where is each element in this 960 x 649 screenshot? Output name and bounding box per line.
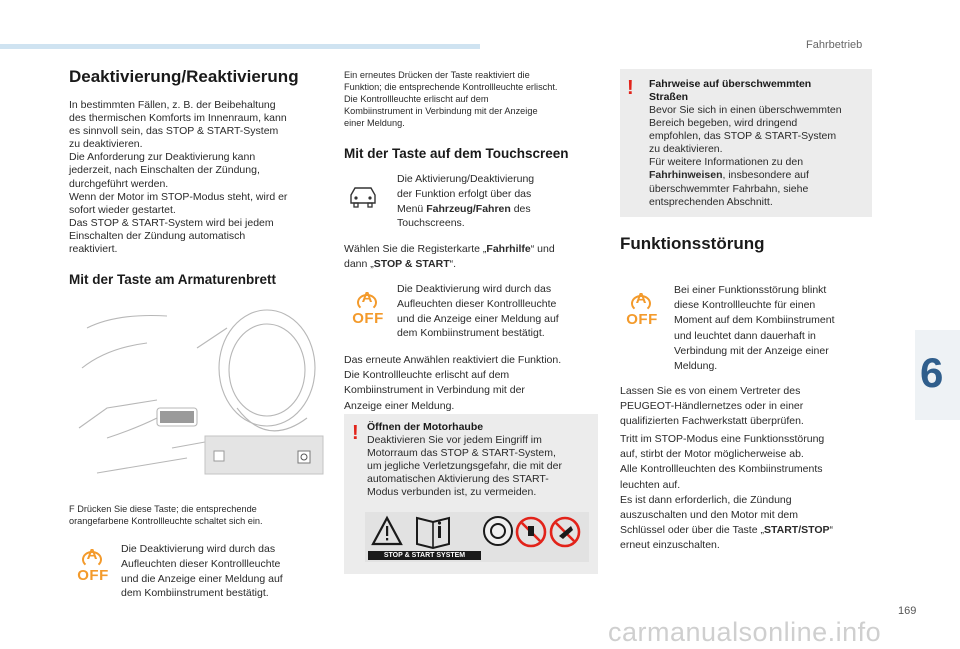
malfunction-text: Bei einer Funktionsstörung blinkt diese Kontrollleuchte für einen Moment auf dem Kombiinstrument und leuchtet dann dauerhaft in Verbindung mit der Anzeige einer Meldung.: [674, 284, 835, 373]
aoff-warning-icon: A OFF: [77, 546, 109, 584]
deactivation-confirm-text-2: Die Deaktivierung wird durch das Aufleuchten dieser Kontrollleuchte und die Anzeige einer Meldung auf dem Kombiinstrument bestätigt.: [397, 283, 559, 340]
page-number: 169: [898, 605, 917, 617]
tab-driving-aids: Fahrhilfe: [486, 243, 531, 255]
chapter-number: 6: [920, 349, 944, 396]
subtitle-touchscreen: Mit der Taste auf dem Touchscreen: [344, 146, 569, 161]
menu-driving: Fahren: [475, 202, 511, 215]
dealer-check-text: Lassen Sie es von einem Vertreter des PEUGEOT-Händlernetzes oder in einer qualifizierten Fachwerkstatt überprüfen.: [620, 385, 804, 427]
aoff-warning-icon: A OFF: [352, 289, 384, 327]
section-label: Fahrbetrieb: [806, 39, 863, 51]
reactivation-text: Ein erneutes Drücken der Taste reaktiviert die Funktion; die entsprechende Kontrollleuchte erlischt. Die Kontrollleuchte erlischt auf dem Kombiinstrument in Verbindung mit der Anzeige einer Meldung.: [344, 70, 558, 128]
touchscreen-text: Die Aktivierung/Deaktivierung der Funktion erfolgt über das Menü Fahrzeug/Fahren des Touchscreens.: [397, 173, 535, 230]
safety-pictograms: [365, 512, 589, 562]
watermark: carmanualsonline.info: [608, 617, 882, 647]
header-bar: [0, 44, 480, 49]
subtitle-dashboard-button: Mit der Taste am Armaturenbrett: [69, 272, 277, 287]
warning-icon: !: [352, 422, 359, 444]
touchscreen-icon: [348, 183, 378, 213]
section-title-deactivation: Deaktivierung/Reaktivierung: [69, 67, 299, 86]
deactivation-confirm-text: Die Deaktivierung wird durch das Aufleuchten dieser Kontrollleuchte und die Anzeige einer Meldung auf dem Kombiinstrument bestätigt.: [121, 543, 283, 600]
flood-warning-box: [620, 69, 872, 217]
reselect-text: Das erneute Anwählen reaktiviert die Funktion. Die Kontrollleuchte erlischt auf dem Kombiinstrument in Verbindung mit der Anzeige einer Meldung.: [344, 354, 562, 412]
flood-warning-text: Bevor Sie sich in einen überschwemmten Bereich begeben, wird dringend empfohlen, das STOP & START-System zu deaktivieren. Für weitere Informationen zu den Fahrhinweisen, insbesondere auf überschwemmter Fahrbahn, siehe entsprechenden Abschnitt.: [649, 104, 842, 208]
stop-start-button-label: STOP & START: [373, 257, 450, 270]
start-stop-button-label: START/STOP: [763, 524, 830, 537]
intro-paragraph: In bestimmten Fällen, z. B. der Beibehaltung des thermischen Komforts im Innenraum, kann es sinnvoll sein, das STOP & START-System zu deaktivieren. Die Anforderung zur Deaktivierung kann jederzeit, nach Einschalten der Zündung, durchgeführt werden. Wenn der Motor im STOP-Modus steht, wird er sofort wieder gestartet. Das STOP & START-System wird bei jedem Einschalten der Zündung automatisch reaktiviert.: [69, 99, 288, 256]
hood-warning-title: Öffnen der Motorhaube: [367, 421, 484, 433]
stop-start-system-label: STOP & START SYSTEM: [368, 551, 481, 560]
hood-warning-text: Deaktivieren Sie vor jedem Eingriff im Motorraum das STOP & START-System, um jegliche Verletzungsgefahr, die mit der automatischen Aktivierung des START- Modus verbunden ist, zu vermeiden.: [367, 434, 562, 499]
dashboard-illustration: [77, 308, 325, 480]
driving-advice-ref: Fahrhinweisen: [649, 169, 723, 182]
stop-mode-fault-text: Tritt im STOP-Modus eine Funktionsstörung auf, stirbt der Motor möglicherweise ab. Alle Kontrollleuchten des Kombiinstruments leuchten auf. Es ist dann erforderlich, die Zündung auszuschalten und den Motor mit dem Schlüssel oder über die Taste „START/STOP“ erneut einzuschalten.: [620, 433, 834, 552]
flood-warning-title: Fahrweise auf überschwemmten Straßen: [649, 78, 812, 104]
select-tab-text: Wählen Sie die Registerkarte „Fahrhilfe“ und dann „STOP & START“.: [344, 243, 555, 270]
instruction-bullet: [69, 503, 331, 527]
bullet-symbol: F: [69, 504, 75, 514]
section-title-malfunction: Funktionsstörung: [620, 234, 765, 253]
menu-vehicle: Fahrzeug: [426, 202, 473, 215]
bullet-text: Drücken Sie diese Taste; die entsprechende orangefarbene Kontrollleuchte schaltet sich ein.: [69, 504, 263, 526]
aoff-warning-icon: A OFF: [626, 290, 658, 328]
warning-icon: !: [627, 77, 634, 99]
